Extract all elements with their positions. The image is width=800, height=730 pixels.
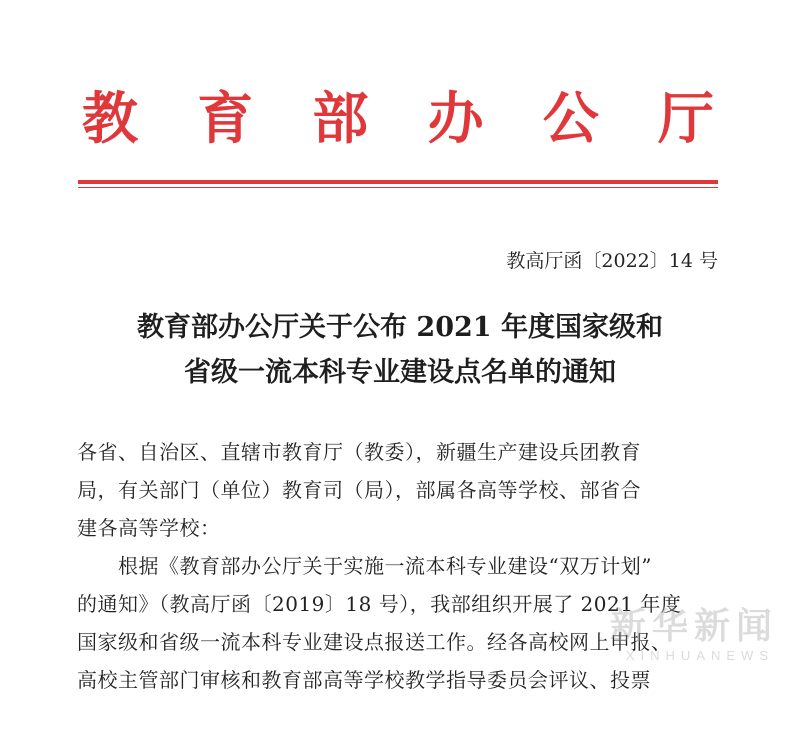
- document-title-line: 教育部办公厅关于公布 2021 年度国家级和: [137, 312, 663, 343]
- org-header-char: 厅: [657, 87, 714, 152]
- header-divider-thin: [78, 187, 718, 188]
- org-header-char: 教: [82, 87, 138, 152]
- salutation-line: 各省、自治区、直辖市教育厅（教委），新疆生产建设兵团教育: [77, 440, 641, 464]
- document-title: [60, 305, 740, 395]
- watermark-text-en: XINHUANEWS: [625, 648, 774, 663]
- org-header-char: 育: [197, 87, 254, 152]
- paragraph-line: 高校主管部门审核和教育部高等学校教学指导委员会评议、投票: [77, 668, 651, 692]
- paragraph-line: 国家级和省级一流本科专业建设点报送工作。经各高校网上申报、: [77, 630, 672, 654]
- document-number: 教高厅函〔2022〕14 号: [506, 250, 718, 272]
- org-header-char: 办: [427, 87, 484, 152]
- paragraph-line: 的通知》（教高厅函〔2019〕18 号），我部组织开展了 2021 年度: [77, 592, 682, 616]
- org-header-char: 公: [542, 87, 599, 152]
- paragraph-line: 根据《教育部办公厅关于实施一流本科专业建设“双万计划”: [118, 554, 652, 578]
- document-title-line: 省级一流本科专业建设点名单的通知: [184, 357, 616, 388]
- org-header: [78, 88, 718, 152]
- document-body: [77, 433, 727, 699]
- salutation-line: 建各高等学校：: [77, 516, 221, 540]
- watermark-text-cn: 新华新闻: [609, 606, 778, 647]
- org-header-char: 部: [312, 87, 369, 152]
- salutation-line: 局，有关部门（单位）教育司（局），部属各高等学校、部省合: [77, 478, 641, 502]
- header-divider-thick: [78, 180, 718, 184]
